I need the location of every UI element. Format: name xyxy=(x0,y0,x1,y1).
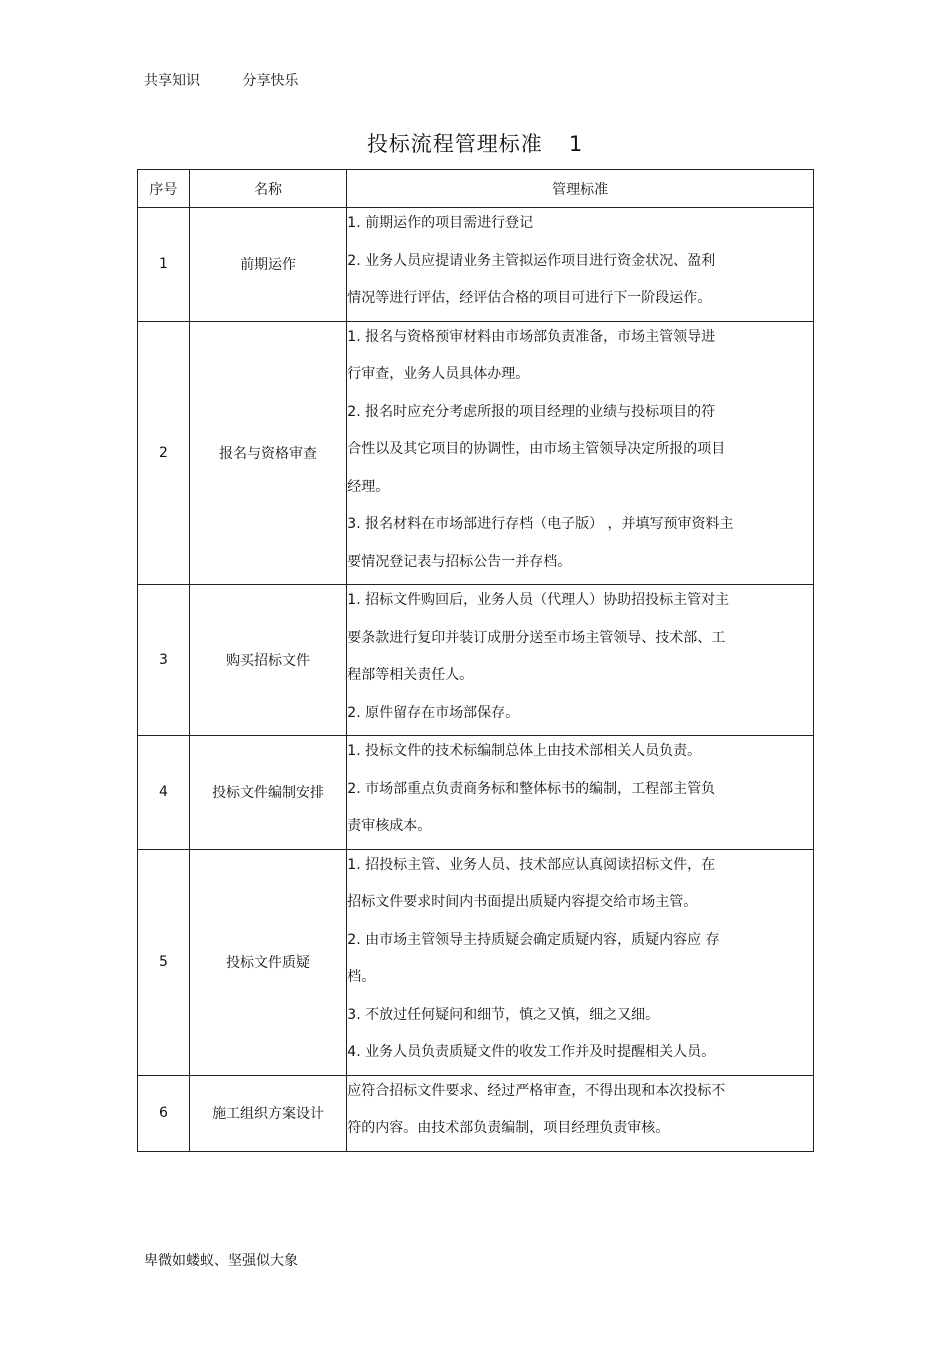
standard-line: 1. 投标文件的技术标编制总体上由技术部相关人员负责。 xyxy=(347,743,702,759)
standard-line: 2. 由市场主管领导主持质疑会确定质疑内容，质疑内容应 存 xyxy=(347,931,720,948)
row-number: 2 xyxy=(138,321,190,585)
header-left-text: 共享知识 xyxy=(144,73,200,89)
standard-line: 情况等进行评估，经评估合格的项目可进行下一阶段运作。 xyxy=(347,290,712,306)
row-name: 购买招标文件 xyxy=(189,585,346,736)
row-name: 报名与资格审查 xyxy=(189,321,346,585)
standard-line: 2. 原件留存在市场部保存。 xyxy=(347,704,520,721)
standard-line: 档。 xyxy=(347,969,376,985)
row-standard xyxy=(347,585,814,736)
row-name: 前期运作 xyxy=(189,208,346,322)
row-standard xyxy=(347,321,814,585)
standard-line: 招标文件要求时间内书面提出质疑内容提交给市场主管。 xyxy=(347,894,698,910)
table-header-row xyxy=(138,170,814,208)
page-footer: 卑微如蝼蚁、坚强似大象 xyxy=(144,1253,298,1269)
table-row xyxy=(138,736,814,850)
table-row xyxy=(138,585,814,736)
standard-line: 应符合招标文件要求、经过严格审查，不得出现和本次投标不 xyxy=(347,1082,726,1099)
standard-line: 要情况登记表与招标公告一并存档。 xyxy=(347,553,572,570)
standard-line: 1. 前期运作的项目需进行登记 xyxy=(347,215,534,231)
row-standard xyxy=(347,736,814,850)
standard-line: 合性以及其它项目的协调性，由市场主管领导决定所报的项目 xyxy=(347,441,726,457)
row-number: 6 xyxy=(138,1075,190,1151)
standard-line: 1. 招标文件购回后，业务人员（代理人）协助招投标主管对主 xyxy=(347,592,730,608)
standard-line: 2. 业务人员应提请业务主管拟运作项目进行资金状况、盈利 xyxy=(347,252,716,269)
standard-line: 2. 市场部重点负责商务标和整体标书的编制，工程部主管负 xyxy=(347,780,716,797)
title-number: 1 xyxy=(568,132,584,156)
standard-line: 责审核成本。 xyxy=(347,818,432,834)
row-name: 投标文件编制安排 xyxy=(189,736,346,850)
row-number: 1 xyxy=(138,208,190,322)
row-standard xyxy=(347,208,814,322)
standard-line: 符的内容。由技术部负责编制，项目经理负责审核。 xyxy=(347,1120,670,1136)
standards-table xyxy=(137,169,814,1152)
row-standard xyxy=(347,1075,814,1151)
title-text: 投标流程管理标准 xyxy=(366,132,543,156)
row-number: 3 xyxy=(138,585,190,736)
column-header-standard: 管理标准 xyxy=(347,170,814,208)
standard-line: 行审查，业务人员具体办理。 xyxy=(347,366,530,382)
document-title xyxy=(0,128,950,158)
standard-line: 1. 报名与资格预审材料由市场部负责准备，市场主管领导进 xyxy=(347,328,716,345)
row-name: 施工组织方案设计 xyxy=(189,1075,346,1151)
table-row xyxy=(138,849,814,1075)
row-number: 5 xyxy=(138,849,190,1075)
standard-line: 3. 报名材料在市场部进行存档（电子版） ，并填写预审资料主 xyxy=(347,516,734,532)
header-right-text: 分享快乐 xyxy=(242,73,299,89)
page-header xyxy=(144,70,336,90)
table-row xyxy=(138,208,814,322)
standard-line: 程部等相关责任人。 xyxy=(347,667,474,683)
column-header-no: 序号 xyxy=(138,170,190,208)
row-standard xyxy=(347,849,814,1075)
standard-line: 3. 不放过任何疑问和细节，慎之又慎，细之又细。 xyxy=(347,1006,660,1023)
table-row xyxy=(138,321,814,585)
row-name: 投标文件质疑 xyxy=(189,849,346,1075)
standard-line: 1. 招投标主管、业务人员、技术部应认真阅读招标文件，在 xyxy=(347,856,716,873)
row-number: 4 xyxy=(138,736,190,850)
standard-line: 经理。 xyxy=(347,478,390,495)
standard-line: 要条款进行复印并装订成册分送至市场主管领导、技术部、工 xyxy=(347,629,726,646)
column-header-name: 名称 xyxy=(189,170,346,208)
standard-line: 2. 报名时应充分考虑所报的项目经理的业绩与投标项目的符 xyxy=(347,403,716,420)
standard-line: 4. 业务人员负责质疑文件的收发工作并及时提醒相关人员。 xyxy=(347,1044,716,1060)
table-row xyxy=(138,1075,814,1151)
